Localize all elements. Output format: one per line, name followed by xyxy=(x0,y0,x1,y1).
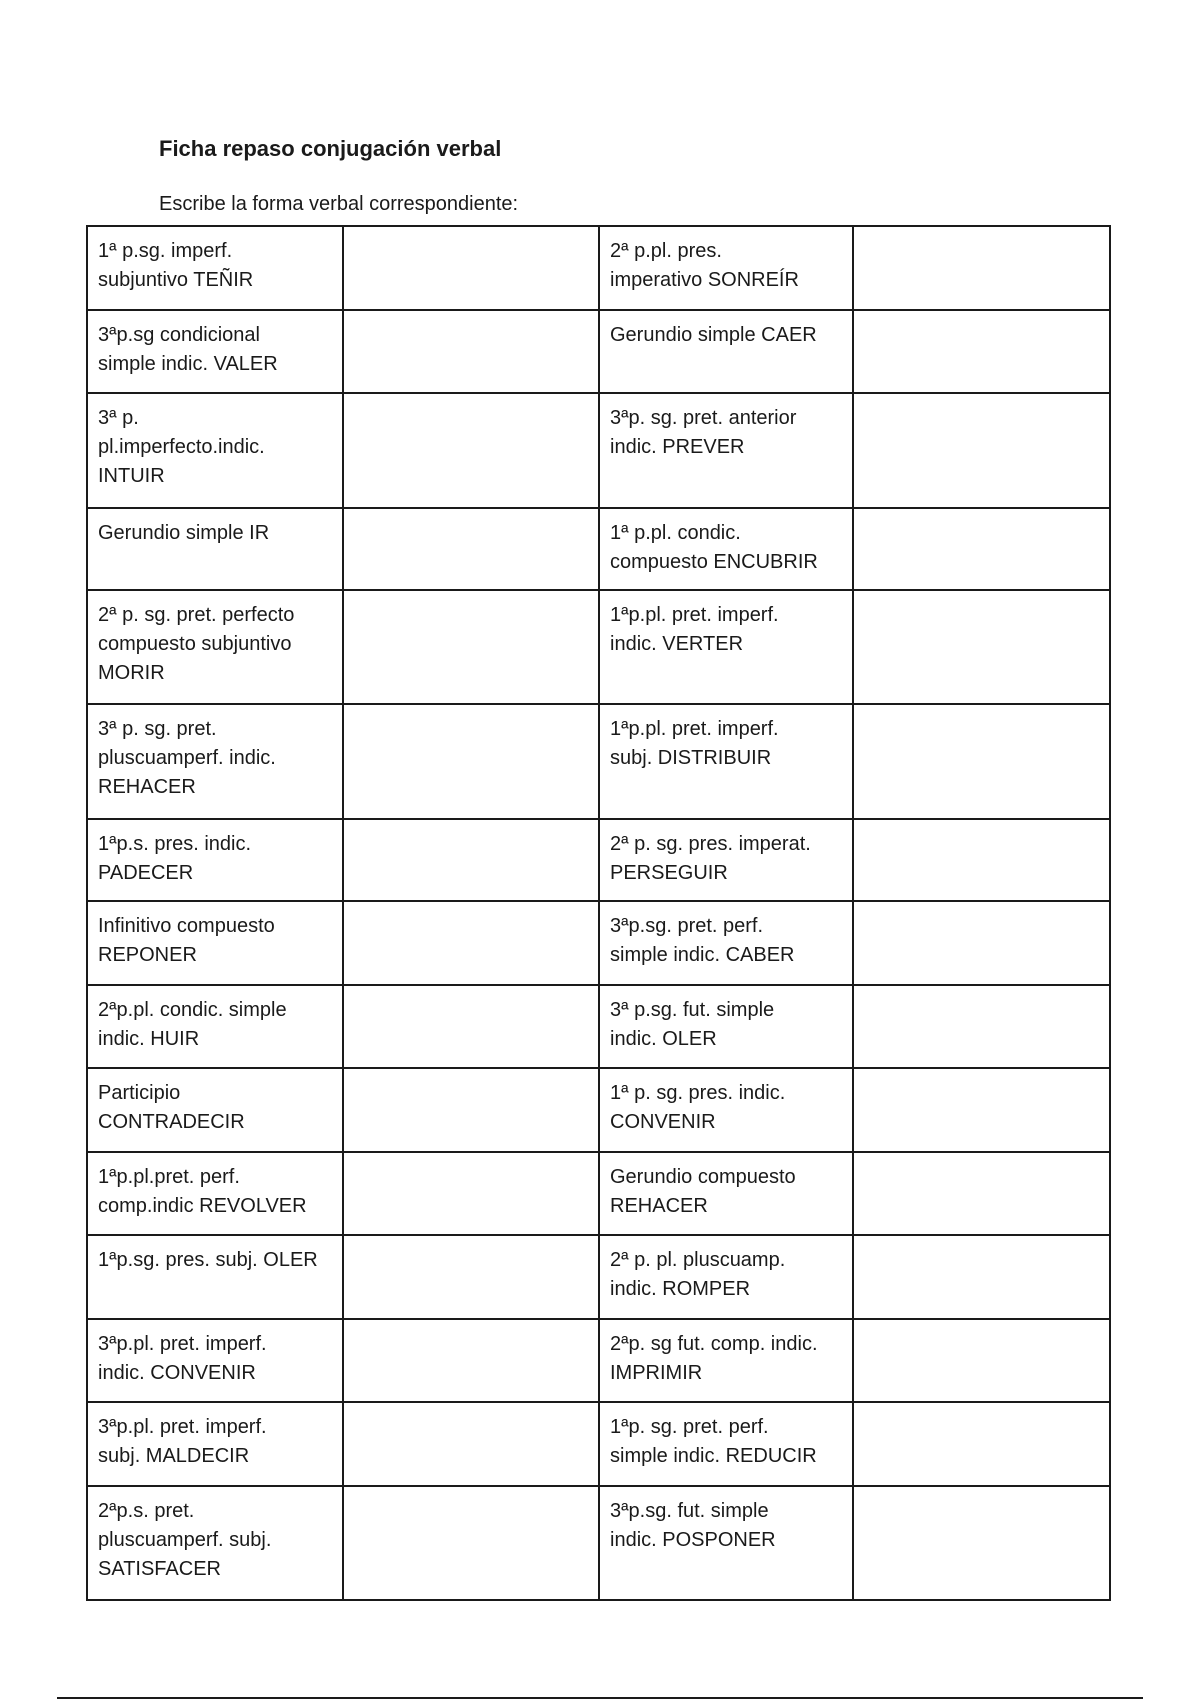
verb-prompt-cell: Gerundio simple CAER xyxy=(599,310,853,393)
verb-prompt-cell: 3ªp.sg. pret. perf. simple indic. CABER xyxy=(599,901,853,985)
answer-cell xyxy=(343,819,599,901)
answer-cell xyxy=(853,310,1110,393)
answer-cell xyxy=(853,226,1110,310)
answer-cell xyxy=(853,1402,1110,1486)
verb-prompt-cell: 1ª p. sg. pres. indic. CONVENIR xyxy=(599,1068,853,1152)
answer-cell xyxy=(853,1486,1110,1600)
verb-prompt-cell: 3ªp.sg. fut. simple indic. POSPONER xyxy=(599,1486,853,1600)
answer-input[interactable] xyxy=(854,591,1109,703)
verb-prompt-cell: Participio CONTRADECIR xyxy=(87,1068,343,1152)
answer-input[interactable] xyxy=(344,1236,598,1318)
answer-input[interactable] xyxy=(344,986,598,1067)
answer-cell xyxy=(343,1152,599,1235)
answer-input[interactable] xyxy=(854,311,1109,392)
table-row xyxy=(87,1068,1110,1152)
answer-input[interactable] xyxy=(344,227,598,309)
answer-cell xyxy=(343,310,599,393)
answer-cell xyxy=(343,508,599,590)
answer-input[interactable] xyxy=(344,1153,598,1234)
verb-prompt-cell: 1ªp.sg. pres. subj. OLER xyxy=(87,1235,343,1319)
verb-prompt-cell: 1ª p.pl. condic. compuesto ENCUBRIR xyxy=(599,508,853,590)
answer-input[interactable] xyxy=(854,1153,1109,1234)
answer-input[interactable] xyxy=(854,227,1109,309)
table-row xyxy=(87,901,1110,985)
table-row xyxy=(87,1319,1110,1402)
answer-input[interactable] xyxy=(344,902,598,984)
verb-prompt-cell: 1ªp. sg. pret. perf. simple indic. REDUCIR xyxy=(599,1402,853,1486)
verb-prompt-cell: 3ªp. sg. pret. anterior indic. PREVER xyxy=(599,393,853,508)
verb-prompt-cell: 2ªp.pl. condic. simple indic. HUIR xyxy=(87,985,343,1068)
verb-prompt-cell: 1ª p.sg. imperf. subjuntivo TEÑIR xyxy=(87,226,343,310)
answer-cell xyxy=(853,1068,1110,1152)
table-row xyxy=(87,704,1110,819)
verb-prompt-cell: 3ªp.pl. pret. imperf. subj. MALDECIR xyxy=(87,1402,343,1486)
answer-cell xyxy=(343,985,599,1068)
table-row xyxy=(87,1486,1110,1600)
verb-prompt-cell: 1ªp.s. pres. indic. PADECER xyxy=(87,819,343,901)
table-row xyxy=(87,226,1110,310)
answer-cell xyxy=(853,985,1110,1068)
answer-cell xyxy=(853,704,1110,819)
verb-prompt-cell: 1ªp.pl.pret. perf. comp.indic REVOLVER xyxy=(87,1152,343,1235)
answer-input[interactable] xyxy=(344,509,598,589)
answer-input[interactable] xyxy=(854,705,1109,818)
answer-input[interactable] xyxy=(854,820,1109,900)
answer-cell xyxy=(853,1235,1110,1319)
answer-input[interactable] xyxy=(854,1487,1109,1599)
verb-prompt-cell: 2ª p.pl. pres. imperativo SONREÍR xyxy=(599,226,853,310)
answer-input[interactable] xyxy=(344,705,598,818)
answer-cell xyxy=(343,704,599,819)
table-row xyxy=(87,590,1110,704)
answer-input[interactable] xyxy=(344,1487,598,1599)
verb-prompt-cell: 2ªp.s. pret. pluscuamperf. subj. SATISFACER xyxy=(87,1486,343,1600)
footer-divider xyxy=(57,1697,1143,1699)
verb-prompt-cell: 3ª p. sg. pret. pluscuamperf. indic. REHACER xyxy=(87,704,343,819)
answer-input[interactable] xyxy=(854,1236,1109,1318)
conjugation-table-body xyxy=(87,226,1110,1600)
answer-input[interactable] xyxy=(854,394,1109,507)
conjugation-table xyxy=(86,225,1111,1601)
answer-cell xyxy=(343,901,599,985)
answer-cell xyxy=(853,1152,1110,1235)
document-title: Ficha repaso conjugación verbal xyxy=(159,136,502,161)
table-row xyxy=(87,985,1110,1068)
instructions-text: Escribe la forma verbal correspondiente: xyxy=(159,193,519,215)
verb-prompt-cell: 2ª p. sg. pres. imperat. PERSEGUIR xyxy=(599,819,853,901)
answer-cell xyxy=(853,393,1110,508)
table-row xyxy=(87,393,1110,508)
answer-input[interactable] xyxy=(344,820,598,900)
table-row xyxy=(87,819,1110,901)
answer-input[interactable] xyxy=(344,591,598,703)
verb-prompt-cell: 1ªp.pl. pret. imperf. indic. VERTER xyxy=(599,590,853,704)
answer-cell xyxy=(853,819,1110,901)
verb-prompt-cell: 3ªp.sg condicional simple indic. VALER xyxy=(87,310,343,393)
answer-input[interactable] xyxy=(344,1069,598,1151)
verb-prompt-cell: 3ªp.pl. pret. imperf. indic. CONVENIR xyxy=(87,1319,343,1402)
verb-prompt-cell: Infinitivo compuesto REPONER xyxy=(87,901,343,985)
answer-input[interactable] xyxy=(344,1403,598,1485)
verb-prompt-cell: 3ª p.sg. fut. simple indic. OLER xyxy=(599,985,853,1068)
answer-input[interactable] xyxy=(344,1320,598,1401)
verb-prompt-cell: Gerundio simple IR xyxy=(87,508,343,590)
answer-input[interactable] xyxy=(344,311,598,392)
answer-cell xyxy=(343,1068,599,1152)
answer-cell xyxy=(343,226,599,310)
answer-input[interactable] xyxy=(854,1403,1109,1485)
table-row xyxy=(87,1235,1110,1319)
answer-cell xyxy=(853,590,1110,704)
answer-input[interactable] xyxy=(854,986,1109,1067)
answer-input[interactable] xyxy=(854,1320,1109,1401)
answer-cell xyxy=(343,590,599,704)
table-row xyxy=(87,1402,1110,1486)
table-row xyxy=(87,310,1110,393)
answer-cell xyxy=(343,1235,599,1319)
answer-cell xyxy=(853,1319,1110,1402)
answer-input[interactable] xyxy=(854,1069,1109,1151)
answer-input[interactable] xyxy=(344,394,598,507)
answer-cell xyxy=(343,1486,599,1600)
verb-prompt-cell: Gerundio compuesto REHACER xyxy=(599,1152,853,1235)
answer-cell xyxy=(343,393,599,508)
verb-prompt-cell: 2ª p. sg. pret. perfecto compuesto subjuntivo MORIR xyxy=(87,590,343,704)
verb-prompt-cell: 1ªp.pl. pret. imperf. subj. DISTRIBUIR xyxy=(599,704,853,819)
answer-cell xyxy=(853,901,1110,985)
verb-prompt-cell: 2ª p. pl. pluscuamp. indic. ROMPER xyxy=(599,1235,853,1319)
answer-input[interactable] xyxy=(854,902,1109,984)
answer-input[interactable] xyxy=(854,509,1109,589)
verb-prompt-cell: 2ªp. sg fut. comp. indic. IMPRIMIR xyxy=(599,1319,853,1402)
table-row xyxy=(87,508,1110,590)
verb-prompt-cell: 3ª p. pl.imperfecto.indic. INTUIR xyxy=(87,393,343,508)
table-row xyxy=(87,1152,1110,1235)
answer-cell xyxy=(853,508,1110,590)
answer-cell xyxy=(343,1402,599,1486)
answer-cell xyxy=(343,1319,599,1402)
